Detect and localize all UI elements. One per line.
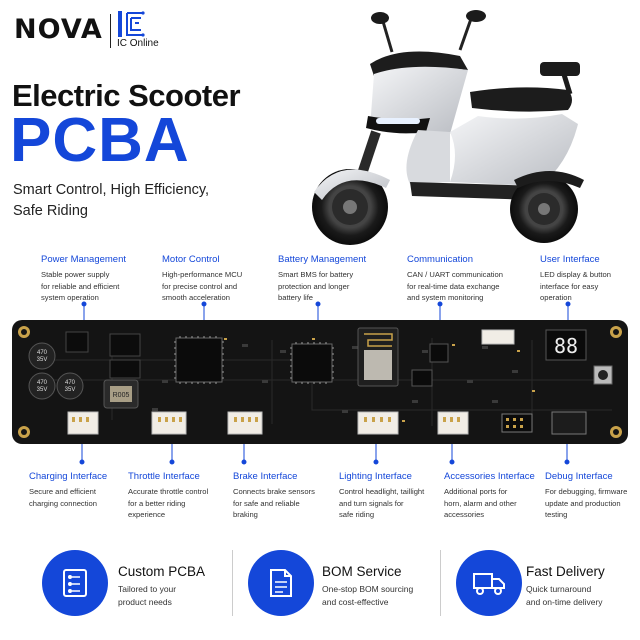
feature-title: Lighting Interface [339, 471, 412, 482]
feature-title: User Interface [540, 254, 600, 265]
feature-desc-line: braking [233, 510, 258, 519]
service-title: Fast Delivery [526, 564, 605, 579]
feature-desc-line: horn, alarm and other [444, 498, 517, 508]
feature-desc-line: system operation [41, 293, 99, 302]
service-divider [440, 550, 441, 616]
feature-debug-interface [545, 471, 639, 521]
feature-desc-line: Control headlight, taillight [339, 487, 425, 496]
charging-connector-icon [68, 412, 98, 434]
capacitor-label: 470 [36, 380, 48, 386]
feature-desc-line: testing [545, 510, 568, 519]
capacitor-label: 470 [64, 380, 76, 386]
feature-lighting-interface [339, 471, 457, 521]
accessories-connector-icon [438, 412, 468, 434]
feature-desc-line: interface for easy [540, 281, 599, 291]
feature-title: Brake Interface [233, 471, 298, 482]
feature-title: Power Management [41, 254, 127, 265]
service-desc-line: Tailored to your [118, 584, 177, 594]
feature-desc-line: accessories [444, 510, 485, 519]
feature-desc-line: Connects brake sensors [233, 487, 315, 496]
motor-mcu-chip-icon [174, 336, 224, 384]
feature-desc-line: for real-time data exchange [407, 281, 500, 291]
feature-desc-line: LED display & button [540, 270, 611, 279]
feature-desc-line: For debugging, firmware [545, 487, 628, 496]
feature-desc-line: safe riding [339, 510, 375, 519]
capacitor-1-icon [29, 343, 55, 369]
document-icon [248, 550, 314, 616]
inductor-label: R005 [112, 392, 130, 399]
feature-title: Accessories Interface [444, 471, 535, 482]
feature-title: Battery Management [278, 254, 367, 265]
bms-chip-icon [290, 342, 334, 384]
feature-desc-line: Stable power supply [41, 270, 110, 279]
feature-desc-line: update and production [545, 498, 621, 508]
header-connector-icon [502, 414, 532, 432]
feature-desc-line: and turn signals for [339, 498, 404, 508]
service-divider [232, 550, 233, 616]
pcba-board [12, 320, 628, 444]
service-desc [118, 583, 228, 609]
capacitor-label: 35V [36, 357, 48, 363]
subtitle-line-1: Smart Control, High Efficiency, [13, 182, 210, 198]
feature-desc-line: charging connection [29, 498, 97, 508]
service-desc-line: product needs [118, 597, 172, 607]
service-desc-line: One-stop BOM sourcing [322, 584, 414, 594]
feature-desc-line: for precise control and [162, 281, 238, 291]
service-title: Custom PCBA [118, 564, 206, 579]
feature-desc-line: experience [128, 510, 166, 519]
feature-desc-line: for safe and reliable [233, 498, 300, 508]
feature-desc-line: smooth acceleration [162, 293, 230, 302]
service-title: BOM Service [322, 564, 402, 579]
ic-online-label: IC Online [117, 38, 159, 49]
feature-title: Communication [407, 254, 473, 265]
page-title: Electric Scooter [12, 78, 241, 113]
page-title-accent: PCBA [10, 106, 190, 175]
service-desc [526, 583, 636, 609]
service-desc-line: and on-time delivery [526, 597, 603, 607]
feature-desc-line: for reliable and efficient [41, 281, 120, 291]
feature-desc-line: operation [540, 293, 572, 302]
capacitor-label: 35V [64, 387, 76, 393]
service-desc-line: Quick turnaround [526, 584, 592, 594]
feature-desc-line: Additional ports for [444, 487, 508, 496]
capacitor-2-icon [29, 373, 55, 399]
feature-brake-interface [233, 471, 351, 521]
capacitor-label: 470 [36, 350, 48, 356]
feature-title: Throttle Interface [128, 471, 200, 482]
feature-desc-line: CAN / UART communication [407, 270, 503, 279]
feature-desc-line: Smart BMS for battery [278, 270, 354, 279]
capacitor-3-icon [57, 373, 83, 399]
debug-connector-icon [552, 412, 586, 434]
led-display-icon [546, 330, 586, 360]
feature-title: Charging Interface [29, 471, 108, 482]
feature-desc-line: Secure and efficient [29, 487, 96, 496]
feature-throttle-interface [128, 471, 246, 521]
service-desc-line: and cost-effective [322, 597, 389, 607]
lighting-connector-icon [358, 412, 398, 434]
brake-connector-icon [228, 412, 262, 434]
feature-desc-line: and system monitoring [407, 293, 484, 302]
circuit-board-icon [42, 550, 108, 616]
tactile-button-icon [594, 366, 612, 384]
led-display-readout: 88 [553, 334, 579, 358]
feature-title: Motor Control [162, 254, 220, 265]
wireless-module-icon [358, 328, 398, 386]
feature-desc-line: High-performance MCU [162, 270, 243, 279]
truck-icon [456, 550, 522, 616]
feature-desc-line: Accurate throttle control [128, 487, 209, 496]
throttle-connector-icon [152, 412, 186, 434]
feature-desc-line: battery life [278, 293, 314, 302]
feature-desc-line: protection and longer [278, 281, 350, 291]
service-desc [322, 583, 442, 609]
capacitor-label: 35V [36, 387, 48, 393]
inductor-icon [104, 380, 138, 408]
nova-logo: NOVA [14, 14, 103, 45]
subtitle-line-2: Safe Riding [13, 203, 88, 219]
feature-title: Debug Interface [545, 471, 613, 482]
feature-desc-line: for a better riding [128, 498, 186, 508]
